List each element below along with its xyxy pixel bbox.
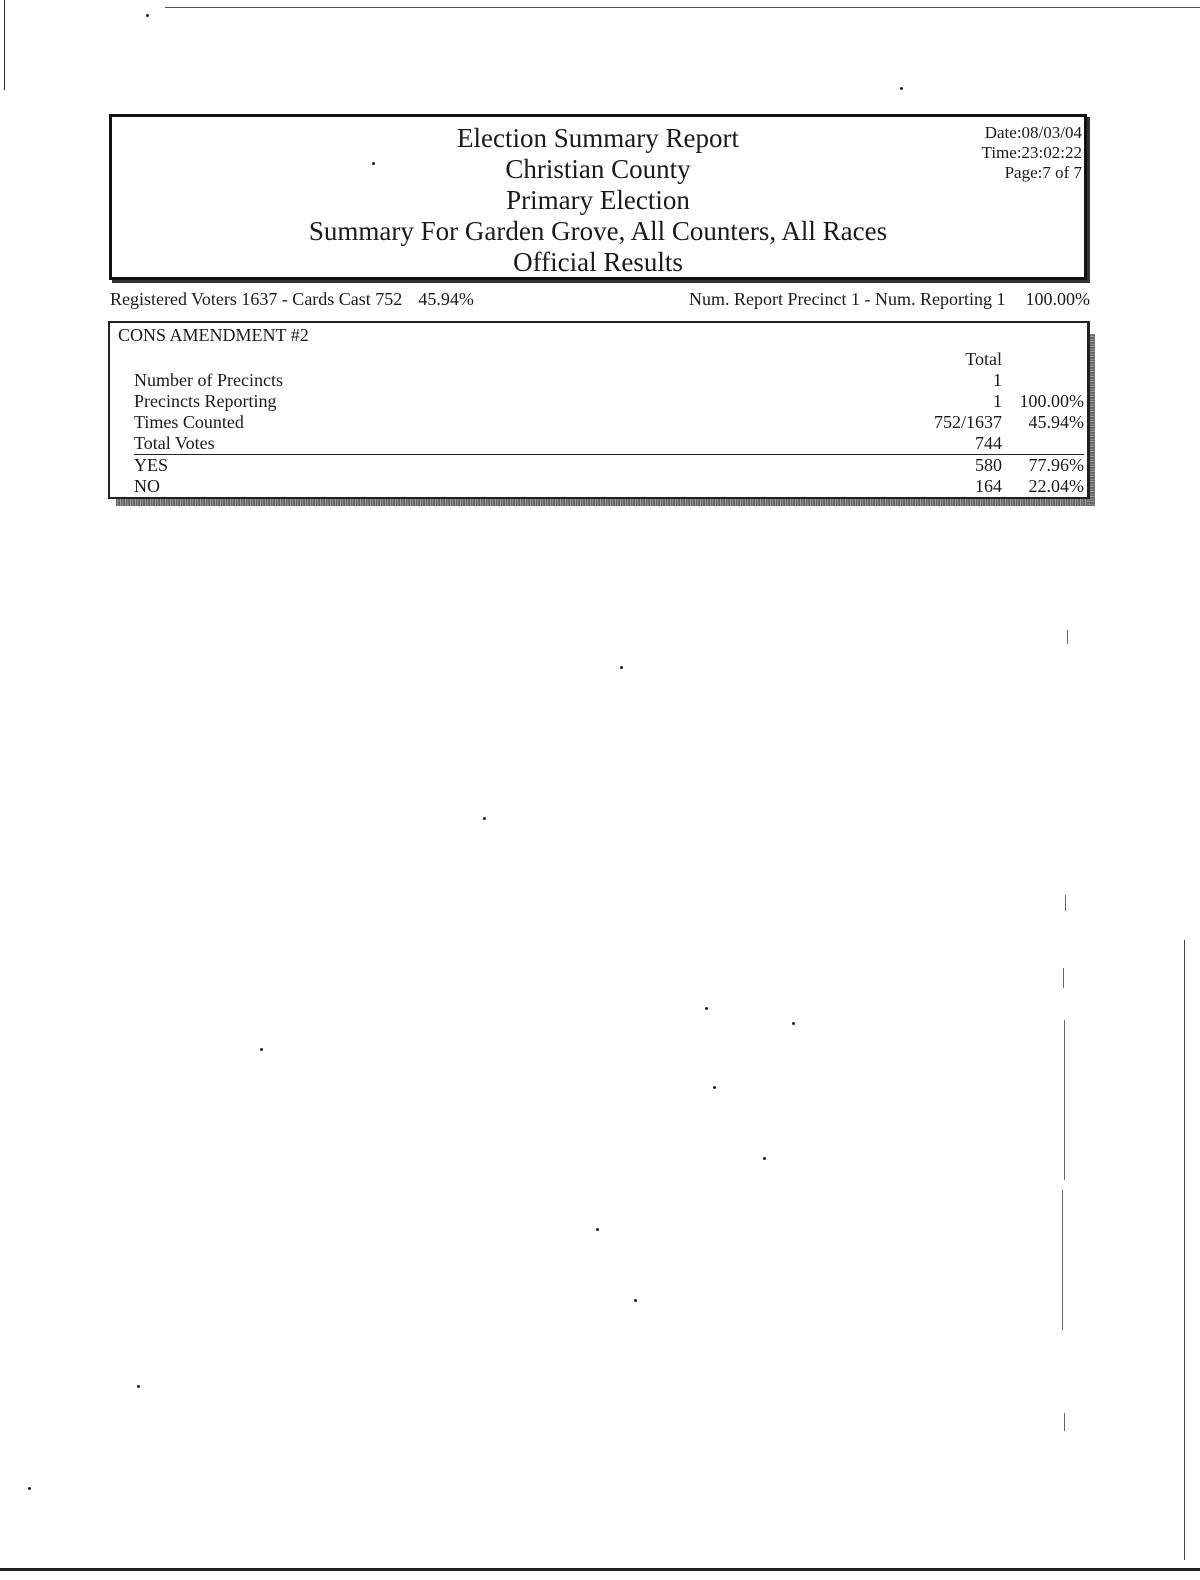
scan-speck <box>137 1385 140 1388</box>
precinct-reporting-text: Num. Report Precinct 1 - Num. Reporting 1 <box>689 289 1006 309</box>
choice-percent: 77.96% <box>1002 455 1084 477</box>
scan-speck <box>260 1048 263 1051</box>
report-header <box>109 114 1087 280</box>
stat-total: 744 <box>975 433 1002 453</box>
election-name: Primary Election <box>506 185 690 215</box>
precinct-summary <box>689 289 1090 310</box>
scan-mark <box>1062 1190 1063 1330</box>
scan-speck <box>620 666 623 669</box>
scan-speck <box>792 1022 795 1025</box>
choice-label: YES <box>134 455 734 477</box>
scan-mark <box>1067 630 1068 644</box>
precinct-percent: 100.00% <box>1025 289 1090 309</box>
race-title: CONS AMENDMENT #2 <box>118 325 309 345</box>
stat-label: Precincts Reporting <box>134 391 277 411</box>
choice-label: NO <box>134 476 160 496</box>
stat-label: Times Counted <box>134 412 244 432</box>
report-page: Page:7 of 7 <box>1004 163 1082 182</box>
report-title: Election Summary Report <box>457 123 739 153</box>
stat-percent: 45.94% <box>1028 412 1084 432</box>
scan-speck <box>596 1228 599 1231</box>
scan-speck <box>634 1299 637 1302</box>
table-header-row <box>134 349 1084 370</box>
total-column-header: Total <box>965 349 1002 369</box>
choice-votes: 164 <box>975 476 1002 496</box>
stat-percent <box>1002 370 1084 391</box>
stat-row-precincts-reporting <box>134 391 1084 412</box>
county-name: Christian County <box>505 154 691 184</box>
choice-votes: 580 <box>734 455 1002 477</box>
stat-total: 1 <box>993 391 1002 411</box>
choice-row-yes <box>134 455 1084 477</box>
choice-row-no <box>134 476 1084 497</box>
summary-scope: Summary For Garden Grove, All Counters, All Races <box>308 216 888 246</box>
scan-speck <box>705 1007 708 1010</box>
scan-edge-right <box>1184 940 1185 1560</box>
stat-row-times-counted <box>134 412 1084 433</box>
stat-row-total-votes <box>134 433 1084 455</box>
stat-label: Number of Precincts <box>134 370 283 390</box>
scan-speck <box>483 817 486 820</box>
scan-speck <box>146 14 149 17</box>
results-status: Official Results <box>513 247 683 277</box>
scan-speck <box>713 1086 716 1089</box>
report-title-block <box>112 123 1084 278</box>
stat-total: 752/1637 <box>933 412 1002 432</box>
scan-speck <box>28 1487 31 1490</box>
stat-percent <box>1002 433 1084 455</box>
choice-percent: 22.04% <box>1028 476 1084 496</box>
report-time: Time:23:02:22 <box>981 143 1082 162</box>
race-results-box <box>108 321 1090 499</box>
registered-voters-text: Registered Voters 1637 - Cards Cast 752 <box>110 289 403 309</box>
report-date: Date:08/03/04 <box>984 123 1082 142</box>
report-meta <box>982 123 1082 183</box>
race-results-table <box>134 349 1084 497</box>
stat-total: 1 <box>993 370 1002 390</box>
stat-label: Total Votes <box>134 433 215 453</box>
turnout-left <box>110 289 474 310</box>
scan-mark <box>1065 895 1066 911</box>
race-box-shadow-bottom <box>116 498 1094 506</box>
scan-mark <box>1064 1413 1065 1431</box>
scan-edge-top <box>165 7 1200 8</box>
scan-mark <box>1064 1020 1065 1180</box>
stat-percent: 100.00% <box>1019 391 1084 411</box>
scan-edge-bottom <box>0 1568 1200 1571</box>
scan-speck <box>763 1157 766 1160</box>
scan-edge-left <box>4 0 5 90</box>
scan-speck <box>900 87 903 90</box>
turnout-percent: 45.94% <box>418 289 474 309</box>
scan-mark <box>1063 968 1064 988</box>
stat-row-number-of-precincts <box>134 370 1084 391</box>
